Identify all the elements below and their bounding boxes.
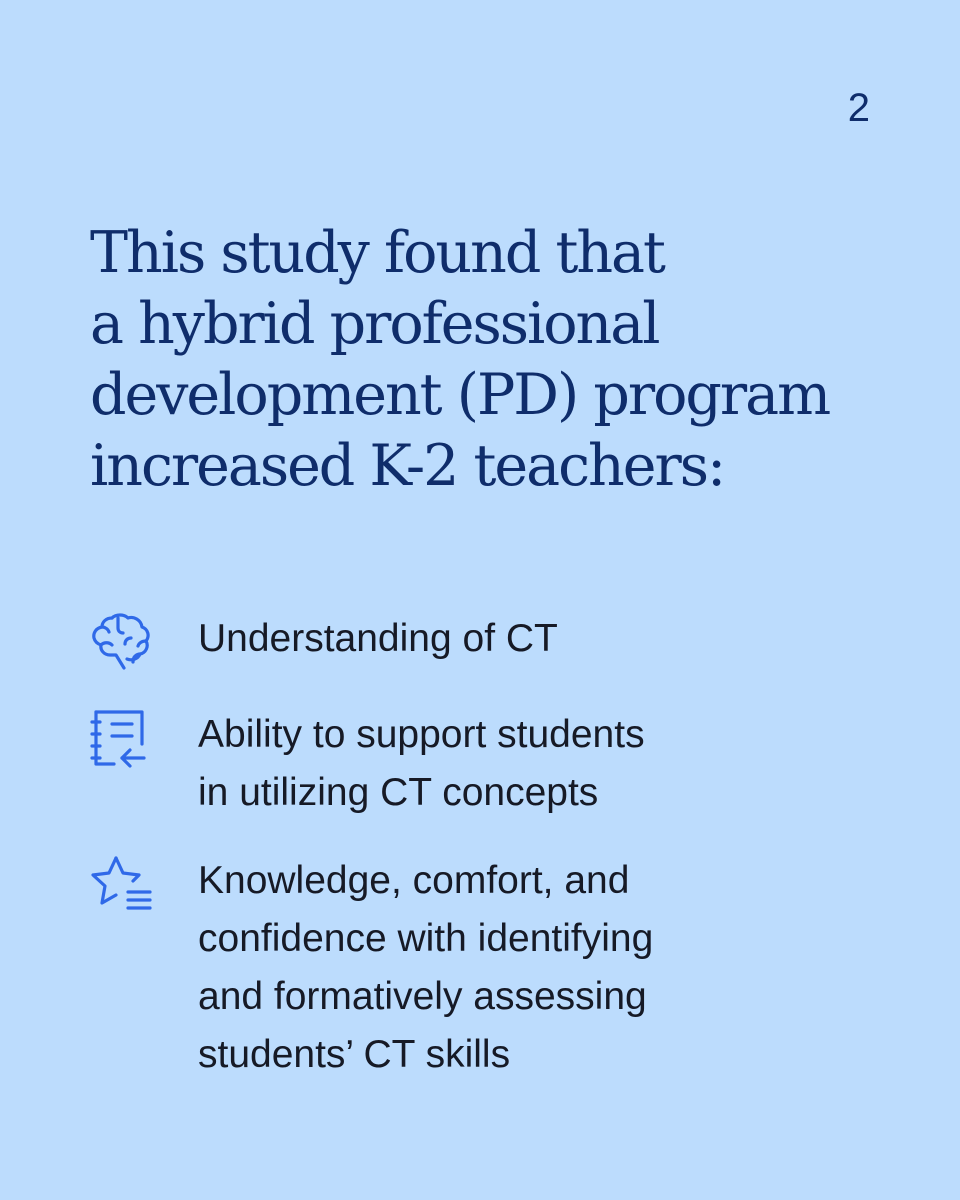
page-number: 2 [847,86,870,130]
findings-list [88,610,868,1084]
finding-line: in utilizing CT concepts [198,771,599,814]
headline-line: This study found that [90,220,664,286]
headline-line: development (PD) program [90,362,830,428]
finding-item [88,610,868,676]
finding-line: and formatively assessing [198,975,647,1018]
star-list-icon [88,852,154,918]
finding-text [198,706,645,822]
finding-text [198,610,558,668]
finding-line: Understanding of CT [198,617,558,660]
brain-icon [88,610,154,676]
finding-line: Knowledge, comfort, and [198,859,630,902]
finding-item [88,852,868,1084]
finding-text [198,852,653,1084]
headline-line: a hybrid professional [90,291,659,357]
headline-line: increased K-2 teachers: [90,433,725,499]
notebook-return-icon [88,706,154,772]
finding-item [88,706,868,822]
finding-line: Ability to support students [198,713,645,756]
headline [90,218,890,502]
finding-line: confidence with identifying [198,917,654,960]
finding-line: students’ CT skills [198,1033,511,1076]
